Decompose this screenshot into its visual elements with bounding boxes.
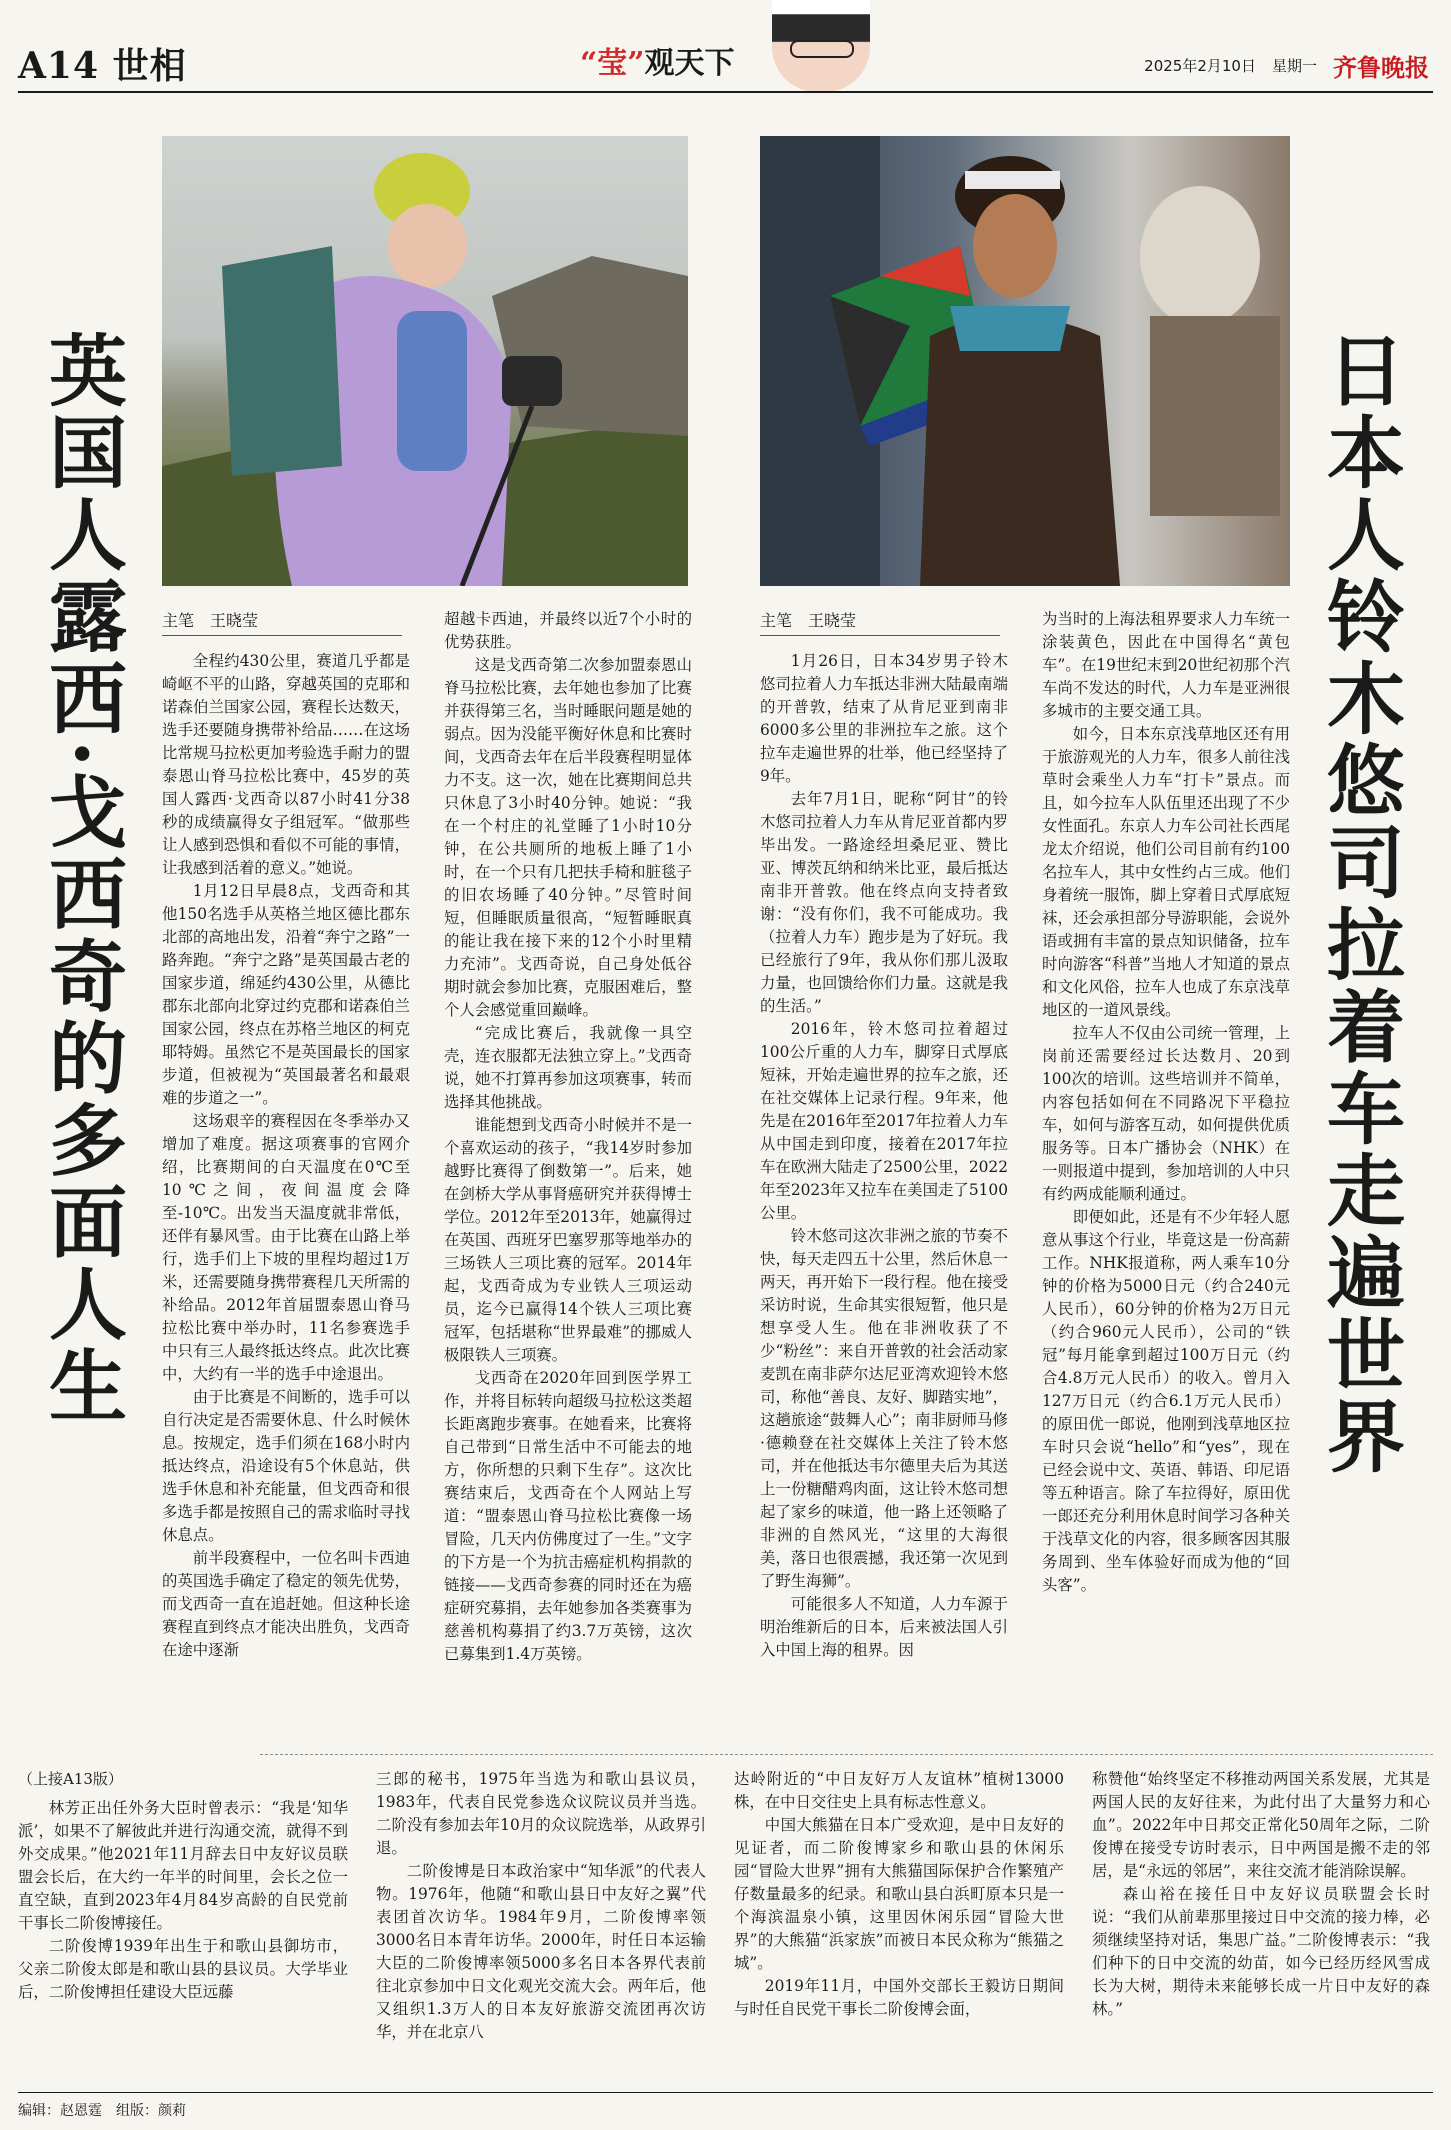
left-article-col2 bbox=[444, 608, 692, 1720]
paragraph: 谁能想到戈西奇小时候并不是一个喜欢运动的孩子，“我14岁时参加越野比赛得了倒数第一”。后来，她在剑桥大学从事肾癌研究并获得博士学位。2012年至2013年，她赢得过在英国、西班牙巴塞罗那等地举办的三场铁人三项比赛的冠军。2014年起，戈西奇成为专业铁人三项运动员，迄今已赢得14个铁人三项比赛冠军，包括堪称“世界最难”的挪威人极限铁人三项赛。 bbox=[444, 1116, 692, 1364]
header-meta bbox=[1144, 48, 1429, 83]
paragraph: 中国大熊猫在日本广受欢迎，是中日友好的见证者，而二阶俊博家乡和歌山县的休闲乐园“冒险大世界”拥有大熊猫国际保护合作繁殖产仔数量最多的纪录。和歌山县白浜町原本只是一个海滨温泉小镇，这里因休闲乐园“冒险大世界”的大熊猫“浜家族”而被日本民众称为“熊猫之城”。 bbox=[734, 1816, 1064, 1972]
paragraph: 全程约430公里，赛道几乎都是崎岖不平的山路，穿越英国的克耶和诺森伯兰国家公园，赛程长达数天，选手还要随身携带补给品……在这场比常规马拉松更加考验选手耐力的盟泰恩山脊马拉松比赛中，45岁的英国人露西·戈西奇以87小时41分38秒的成绩赢得女子组冠军。“做那些让人感到恐惧和看似不可能的事情，让我感到活着的意义。”她说。 bbox=[162, 652, 410, 877]
bottom-col1 bbox=[18, 1768, 348, 2088]
column-quote-close: ” bbox=[627, 46, 645, 81]
right-article-col1 bbox=[760, 650, 1008, 1720]
paragraph: 达岭附近的“中日友好万人友谊林”植树13000株，在中日交往史上具有标志性意义。 bbox=[734, 1770, 1064, 1811]
paragraph: 1月12日早晨8点，戈西奇和其他150名选手从英格兰地区德比郡东北部的高地出发，沿着“奔宁之路”一路奔跑。“奔宁之路”是英国最古老的国家步道，绵延约430公里，从德比郡东北部向北穿过约克郡和诺森伯兰国家公园，终点在苏格兰地区的柯克耶特姆。虽然它不是英国最长的国家步道，但被视为“英国最著名和最艰难的步道之一”。 bbox=[162, 882, 410, 1107]
paragraph: 可能很多人不知道，人力车源于明治维新后的日本，后来被法国人引入中国上海的租界。因 bbox=[760, 1595, 1008, 1659]
paragraph: 戈西奇在2020年回到医学界工作，并将目标转向超级马拉松这类超长距离跑步赛事。在她看来，比赛将自己带到“日常生活中不可能去的地方，你所想的只剩下生存”。这次比赛结束后，戈西奇在个人网站上写道：“盟泰恩山脊马拉松比赛像一场冒险，几天内仿佛度过了一生。”文字的下方是一个为抗击癌症机构捐款的链接——戈西奇参赛的同时还在为癌症研究募捐，去年她参加各类赛事为慈善机构募捐了约3.7万英镑，这次已募集到1.4万英镑。 bbox=[444, 1369, 692, 1663]
paragraph: 拉车人不仅由公司统一管理，上岗前还需要经过长达数月、20到100次的培训。这些培训并不简单，内容包括如何在不同路况下平稳拉车，如何与游客互动，如何提供优质服务等。日本广播协会（NHK）在一则报道中提到，参加培训的人中只有约两成能顺利通过。 bbox=[1042, 1024, 1290, 1203]
paragraph: 2016年，铃木悠司拉着超过100公斤重的人力车，脚穿日式厚底短袜，开始走遍世界的拉车之旅，还在社交媒体上记录行程。9年来，他先是在2016年至2017年拉着人力车从中国走到印度，接着在2017年拉车在欧洲大陆走了2500公里，2022年至2023年又拉车在美国走了5100公里。 bbox=[760, 1020, 1008, 1222]
column-rest: 观天下 bbox=[644, 46, 735, 81]
section-divider bbox=[260, 1754, 1433, 1755]
editor-credit: 编辑：赵恩霆 组版：颜莉 bbox=[18, 2103, 186, 2119]
paper-logo: 齐鲁晚报 bbox=[1333, 53, 1429, 82]
bottom-col4 bbox=[1092, 1768, 1430, 2088]
page-header bbox=[0, 0, 1451, 92]
footer-rule bbox=[18, 2092, 1433, 2093]
paragraph: 这场艰辛的赛程因在冬季举办又增加了难度。据这项赛事的官网介绍，比赛期间的白天温度在0℃至10℃之间，夜间温度会降至-10℃。出发当天温度就非常低，还伴有暴风雪。由于比赛在山路上举行，选手们上下坡的里程均超过1万米，还需要随身携带赛程几天所需的补给品。2012年首届盟泰恩山脊马拉松比赛中举办时，11名参赛选手中只有三人最终抵达终点。此次比赛中，大约有一半的选手中途退出。 bbox=[162, 1112, 410, 1383]
paragraph: 去年7月1日，昵称“阿甘”的铃木悠司拉着人力车从肯尼亚首都内罗毕出发。一路途经坦桑尼亚、赞比亚、博茨瓦纳和纳米比亚，最后抵达南非开普敦。他在终点向支持者致谢：“没有你们，我不可能成功。我（拉着人力车）跑步是为了好玩。我已经旅行了9年，我从你们那儿汲取力量，也回馈给你们力量。这就是我的生活。” bbox=[760, 790, 1008, 1015]
paragraph: 前半段赛程中，一位名叫卡西迪的英国选手确定了稳定的领先优势，而戈西奇一直在追赶她。但这种长途赛程直到终点才能决出胜负，戈西奇在途中逐渐 bbox=[162, 1549, 410, 1659]
paragraph: 为当时的上海法租界要求人力车统一涂装黄色，因此在中国得名“黄包车”。在19世纪末到20世纪初那个汽车尚不发达的时代，人力车是亚洲很多城市的主要交通工具。 bbox=[1042, 610, 1290, 720]
right-headline: 日本人铃木悠司拉着车走遍世界 bbox=[1314, 330, 1405, 1478]
column-key-char: 莹 bbox=[597, 46, 628, 81]
columnist-portrait bbox=[772, 0, 870, 92]
paragraph: 由于比赛是不间断的，选手可以自行决定是否需要休息、什么时候休息。按规定，选手们须在168小时内抵达终点，沿途设有5个休息站，供选手休息和补充能量，但戈西奇和很多选手都是按照自己的需求临时寻找休息点。 bbox=[162, 1388, 410, 1544]
right-byline: 主笔 王晓莹 bbox=[760, 608, 1000, 636]
paragraph: 2019年11月，中国外交部长王毅访日期间与时任自民党干事长二阶俊博会面， bbox=[734, 1977, 1064, 2018]
left-byline: 主笔 王晓莹 bbox=[162, 608, 402, 636]
page-number: A14 世相 bbox=[18, 45, 187, 87]
paragraph: 1月26日，日本34岁男子铃木悠司拉着人力车抵达非洲大陆最南端的开普敦，结束了从肯尼亚到南非6000多公里的非洲拉车之旅。这个拉车走遍世界的壮举，他已经坚持了9年。 bbox=[760, 652, 1008, 785]
column-title bbox=[580, 38, 735, 82]
paragraph: 即便如此，还是有不少年轻人愿意从事这个行业，毕竟这是一份高薪工作。NHK报道称，两人乘车10分钟的价格为5000日元（约合240元人民币），60分钟的价格为2万日元（约合960元人民币），公司的“铁冠”每月能拿到超过100万日元（约合4.8万元人民币）的收入。曾月入127万日元（约合6.1万元人民币）的原田优一郎说，他刚到浅草地区拉车时只会说“hello”和“yes”，现在已经会说中文、英语、韩语、印尼语等五种语言。除了车拉得好，原田优一郎还充分利用休息时间学习各种关于浅草文化的内容，很多顾客因其服务周到、坐车体验好而成为他的“回头客”。 bbox=[1042, 1208, 1290, 1594]
photo-runner-lucy bbox=[162, 136, 688, 586]
paragraph: 铃木悠司这次非洲之旅的节奏不快，每天走四五十公里，然后休息一两天，再开始下一段行程。他在接受采访时说，生命其实很短暂，他只是想享受人生。他在非洲收获了不少“粉丝”：来自开普敦的社会活动家麦凯在南非萨尔达尼亚湾欢迎铃木悠司，称他“善良、友好、脚踏实地”，这趟旅途“鼓舞人心”；南非厨师马修·德赖登在社交媒体上关注了铃木悠司，并在他抵达韦尔德里夫后为其送上一份糖醋鸡肉面，这让铃木悠司想起了家乡的味道，他一路上还领略了非洲的自然风光，“这里的大海很美，落日也很震撼，我还第一次见到了野生海狮”。 bbox=[760, 1227, 1008, 1590]
paragraph: 如今，日本东京浅草地区还有用于旅游观光的人力车，很多人前往浅草时会乘坐人力车“打卡”景点。而且，如今拉车人队伍里还出现了不少女性面孔。东京人力车公司社长西尾龙太介绍说，他们公司目前有约100名拉车人，其中女性约占三成。他们身着统一服饰，脚上穿着日式厚底短袜，还会承担部分导游职能，会说外语或拥有丰富的景点知识储备，拉车时向游客“科普”当地人才知道的景点和文化风俗，拉车人也成了东京浅草地区的一道风景线。 bbox=[1042, 725, 1290, 1019]
bottom-col3 bbox=[734, 1768, 1064, 2088]
paragraph: “完成比赛后，我就像一具空壳，连衣服都无法独立穿上。”戈西奇说，她不打算再参加这项赛事，转而选择其他挑战。 bbox=[444, 1024, 692, 1111]
paragraph: 二阶俊博1939年出生于和歌山县御坊市，父亲二阶俊太郎是和歌山县的县议员。大学毕业后，二阶俊博担任建设大臣远藤 bbox=[18, 1937, 348, 2001]
left-headline: 英国人露西·戈西奇的多面人生 bbox=[36, 330, 127, 1428]
paragraph: 二阶俊博是日本政治家中“知华派”的代表人物。1976年，他随“和歌山县日中友好之翼”代表团首次访华。1984年9月，二阶俊博率领3000名日本青年访华。2000年，时任日本运输大臣的二阶俊博率领5000多名日本各界代表前往北京参加中日文化观光交流大会。两年后，他又组织1.3万人的日本友好旅游交流团再次访华，并在北京八 bbox=[376, 1862, 706, 2041]
weekday: 星期一 bbox=[1271, 57, 1317, 75]
header-rule bbox=[18, 91, 1433, 93]
paragraph: 称赞他“始终坚定不移推动两国关系发展，尤其是两国人民的友好往来，为此付出了大量努力和心血”。2022年中日邦交正常化50周年之际，二阶俊博在接受专访时表示，日中两国是搬不走的邻居，是“永远的邻居”，来往交流才能消除误解。 bbox=[1092, 1770, 1430, 1880]
photo-rickshaw-suzuki bbox=[760, 136, 1290, 586]
glasses-icon bbox=[790, 40, 854, 58]
paragraph: 三郎的秘书，1975年当选为和歌山县议员，1983年，代表自民党参选众议院议员并当选。二阶没有参加去年10月的众议院选举，从政界引退。 bbox=[376, 1770, 706, 1857]
paragraph: 超越卡西迪，并最终以近7个小时的优势获胜。 bbox=[444, 610, 692, 651]
left-article-col1 bbox=[162, 650, 410, 1720]
issue-date: 2025年2月10日 bbox=[1144, 57, 1256, 75]
column-quote-open: “ bbox=[580, 46, 598, 81]
paragraph: 林芳正出任外务大臣时曾表示：“我是‘知华派’，如果不了解彼此并进行沟通交流，就得不到外交成果。”他2021年11月辞去日中友好议员联盟会长后，在大约一年半的时间里，会长之位一直空缺，直到2023年4月84岁高龄的自民党前干事长二阶俊博接任。 bbox=[18, 1799, 348, 1932]
paragraph: 森山裕在接任日中友好议员联盟会长时说：“我们从前辈那里接过日中交流的接力棒，必须继续坚持对话，集思广益。”二阶俊博表示：“我们种下的日中交流的幼苗，如今已经历经风雪成长为大树，期待未来能够长成一片日中友好的森林。” bbox=[1092, 1885, 1430, 2018]
bottom-col2 bbox=[376, 1768, 706, 2088]
paragraph: 这是戈西奇第二次参加盟泰恩山脊马拉松比赛，去年她也参加了比赛并获得第三名，当时睡眠问题是她的弱点。因为没能平衡好休息和比赛时间，戈西奇去年在后半段赛程明显体力不支。这一次，她在比赛期间总共只休息了3小时40分钟。她说：“我在一个村庄的礼堂睡了1小时10分钟，在公共厕所的地板上睡了1小时，在一个只有几把扶手椅和脏毯子的旧农场睡了40分钟。”尽管时间短，但睡眠质量很高，“短暂睡眠真的能让我在接下来的12个小时里精力充沛”。戈西奇说，自己身处低谷期时就会参加比赛，克服困难后，整个人会感觉重回巅峰。 bbox=[444, 656, 692, 1019]
right-article-col2 bbox=[1042, 608, 1290, 1720]
continued-from-label: （上接A13版） bbox=[18, 1770, 123, 1788]
